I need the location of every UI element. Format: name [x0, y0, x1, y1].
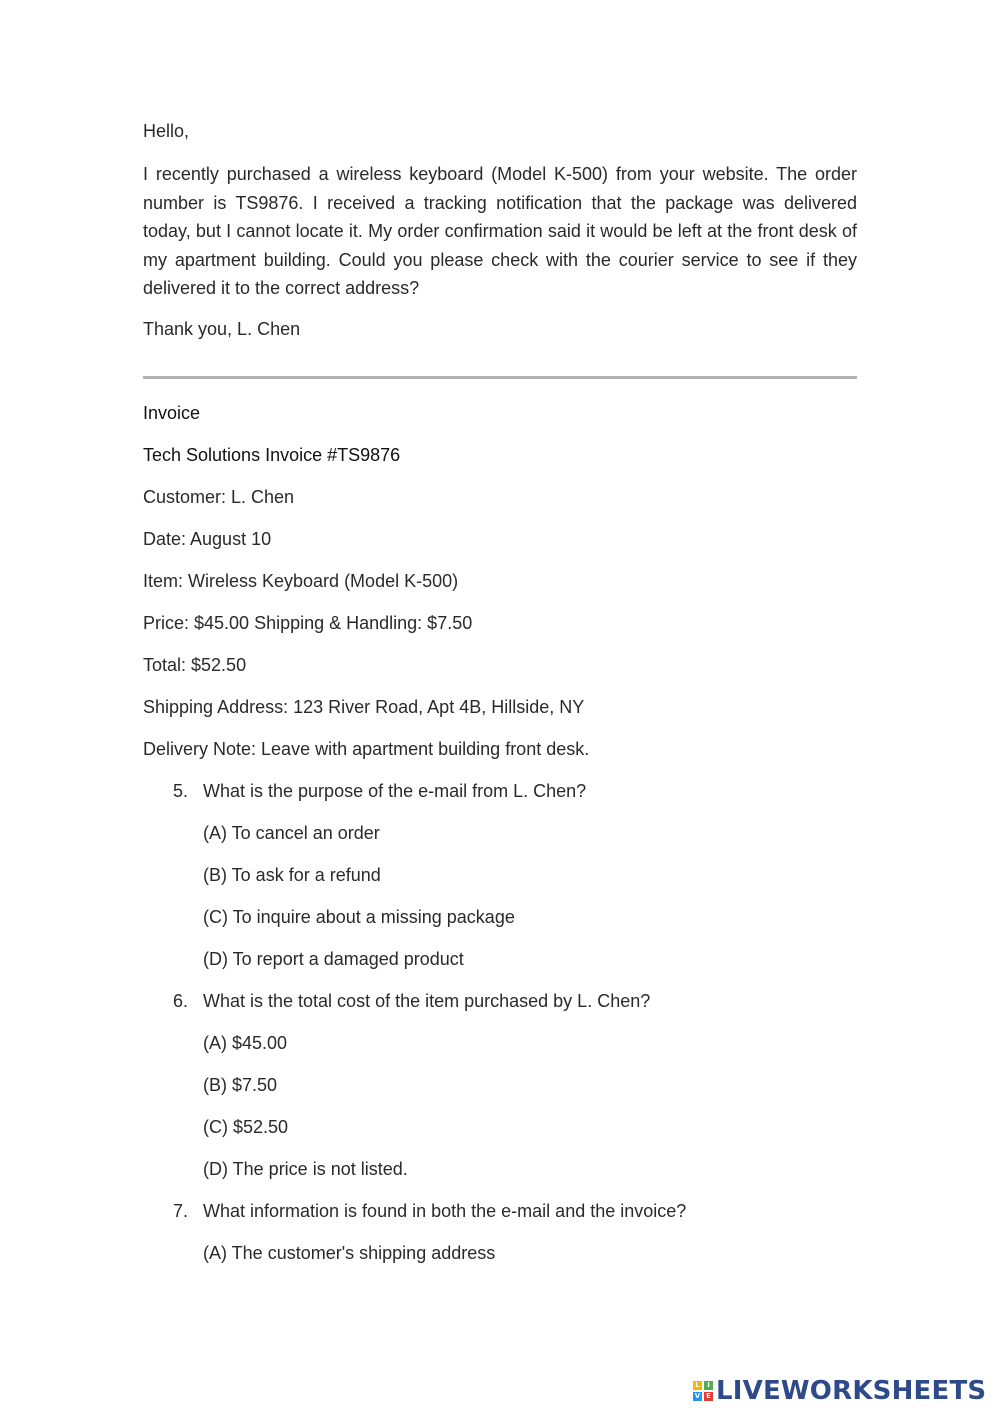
invoice-date: Date: August 10	[143, 529, 272, 549]
question-number: 6.	[173, 991, 189, 1011]
email-greeting: Hello,	[143, 121, 190, 141]
answer-option[interactable]: (A) The customer's shipping address	[203, 1243, 496, 1263]
answer-option[interactable]: (B) $7.50	[203, 1075, 278, 1095]
invoice-customer: Customer: L. Chen	[143, 487, 295, 507]
logo-cell: V	[694, 1392, 701, 1400]
logo-cell: E	[704, 1392, 713, 1401]
question-text: What information is found in both the e-mail and the invoice?	[203, 1201, 687, 1221]
invoice-title: Tech Solutions Invoice #TS9876	[143, 445, 401, 465]
answer-option[interactable]: (D) The price is not listed.	[203, 1159, 408, 1179]
question-text: What is the total cost of the item purchased by L. Chen?	[203, 991, 651, 1011]
invoice-price: Price: $45.00 Shipping & Handling: $7.50	[143, 613, 473, 633]
answer-option[interactable]: (A) To cancel an order	[203, 823, 380, 843]
email-body: I recently purchased a wireless keyboard (Model K-500) from your website. The order number is TS9876. I received a tracking notification that the package was delivered today, but I cannot locate it. My order confirmation said it would be left at the front desk of my apartment building. Could you please check with the courier service to see if they delivered it to the correct address?	[143, 164, 857, 299]
invoice-delivery-note: Delivery Note: Leave with apartment building front desk.	[143, 739, 590, 759]
logo-cell: I	[704, 1381, 713, 1390]
answer-option[interactable]: (C) $52.50	[203, 1117, 289, 1137]
question-text: What is the purpose of the e-mail from L. Chen?	[203, 781, 587, 801]
section-divider	[143, 376, 857, 379]
question-number: 7.	[173, 1201, 189, 1221]
answer-option[interactable]: (C) To inquire about a missing package	[203, 907, 515, 927]
invoice-label: Invoice	[143, 403, 201, 423]
invoice-address: Shipping Address: 123 River Road, Apt 4B, Hillside, NY	[143, 697, 585, 717]
logo-icon	[693, 1381, 713, 1401]
answer-option[interactable]: (B) To ask for a refund	[203, 865, 381, 885]
answer-option[interactable]: (D) To report a damaged product	[203, 949, 464, 969]
liveworksheets-logo[interactable]	[693, 1376, 986, 1406]
invoice-total: Total: $52.50	[143, 655, 247, 675]
question-number: 5.	[173, 781, 189, 801]
email-closing: Thank you, L. Chen	[143, 319, 301, 339]
logo-cell: L	[693, 1381, 702, 1390]
logo-text: LIVEWORKSHEETS	[716, 1376, 987, 1406]
answer-option[interactable]: (A) $45.00	[203, 1033, 288, 1053]
invoice-item: Item: Wireless Keyboard (Model K-500)	[143, 571, 459, 591]
